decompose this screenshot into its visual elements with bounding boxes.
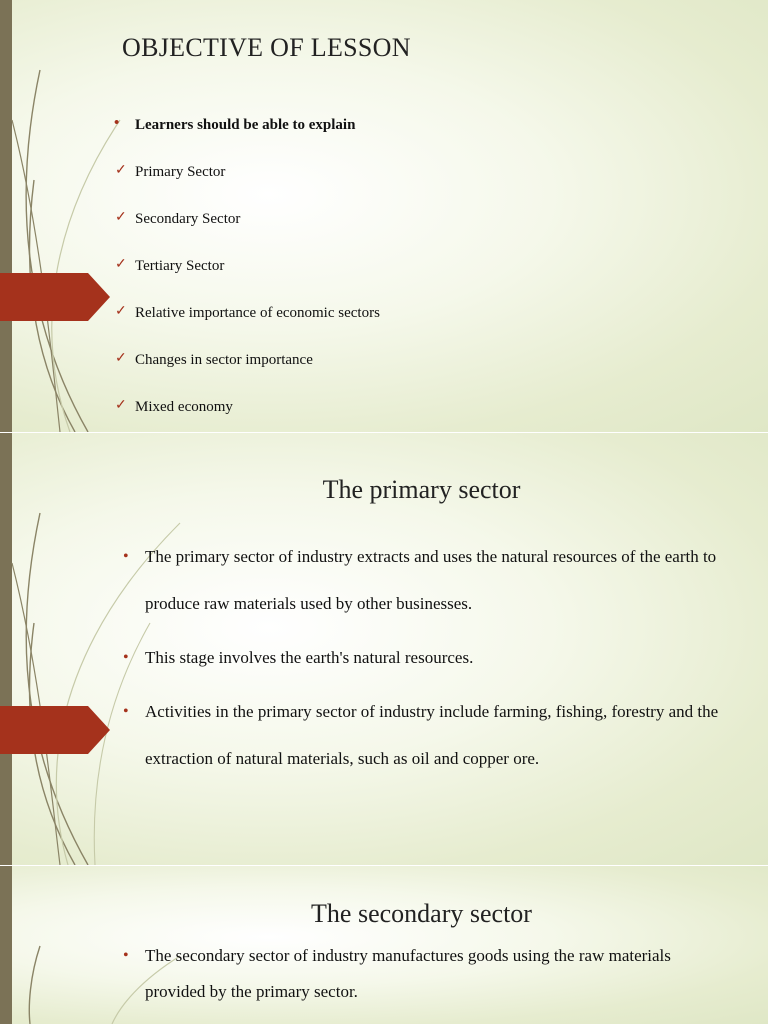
list-item [123, 533, 735, 627]
list-item-text: Relative importance of economic sectors [135, 305, 380, 321]
list-item-text: Primary Sector [135, 164, 226, 180]
list-item [115, 302, 380, 349]
list-item-text: The secondary sector of industry manufactures goods using the raw materials provided by the primary sector. [145, 946, 671, 1001]
list-item [115, 208, 380, 255]
dot-bullet-icon: • [123, 947, 129, 964]
list-item [115, 396, 380, 432]
slide-secondary-sector [0, 866, 768, 1024]
slide-title: OBJECTIVE OF LESSON [122, 33, 411, 62]
list-item [123, 688, 735, 782]
slide-title: The secondary sector [311, 899, 532, 928]
list-item [115, 255, 380, 302]
list-item-text: Activities in the primary sector of industry include farming, fishing, forestry and the extraction of natural materials, such as oil and copper ore. [145, 702, 719, 768]
red-arrow-tab [0, 273, 110, 321]
secondary-sector-bullets [123, 938, 735, 1010]
checkmark-icon: ✓ [115, 351, 127, 366]
red-arrow-tab [0, 706, 110, 754]
checkmark-icon: ✓ [115, 163, 127, 178]
objective-list [114, 114, 380, 432]
list-item-text: Tertiary Sector [135, 258, 225, 274]
list-item-text: Mixed economy [135, 399, 233, 415]
list-item-text: Changes in sector importance [135, 352, 313, 368]
list-item [115, 161, 380, 208]
checkmark-icon: ✓ [115, 304, 127, 319]
slide-primary-sector [0, 433, 768, 865]
checkmark-icon: ✓ [115, 210, 127, 225]
list-item-text: The primary sector of industry extracts and uses the natural resources of the earth to produce raw materials used by other businesses. [145, 547, 717, 613]
slide-objective [0, 0, 768, 432]
list-item-text: Learners should be able to explain [135, 117, 356, 133]
list-item-text: Secondary Sector [135, 211, 241, 227]
slide-title: The primary sector [322, 475, 521, 504]
dot-bullet-icon: • [114, 115, 120, 131]
checkmark-icon: ✓ [115, 257, 127, 272]
primary-sector-bullets [123, 533, 735, 789]
list-item [123, 634, 735, 681]
list-item [115, 349, 380, 396]
dot-bullet-icon: • [123, 649, 129, 666]
dot-bullet-icon: • [123, 703, 129, 720]
list-item [123, 938, 735, 1010]
checkmark-icon: ✓ [115, 398, 127, 413]
list-item-text: This stage involves the earth's natural resources. [145, 648, 474, 667]
list-item [114, 114, 380, 161]
dot-bullet-icon: • [123, 548, 129, 565]
